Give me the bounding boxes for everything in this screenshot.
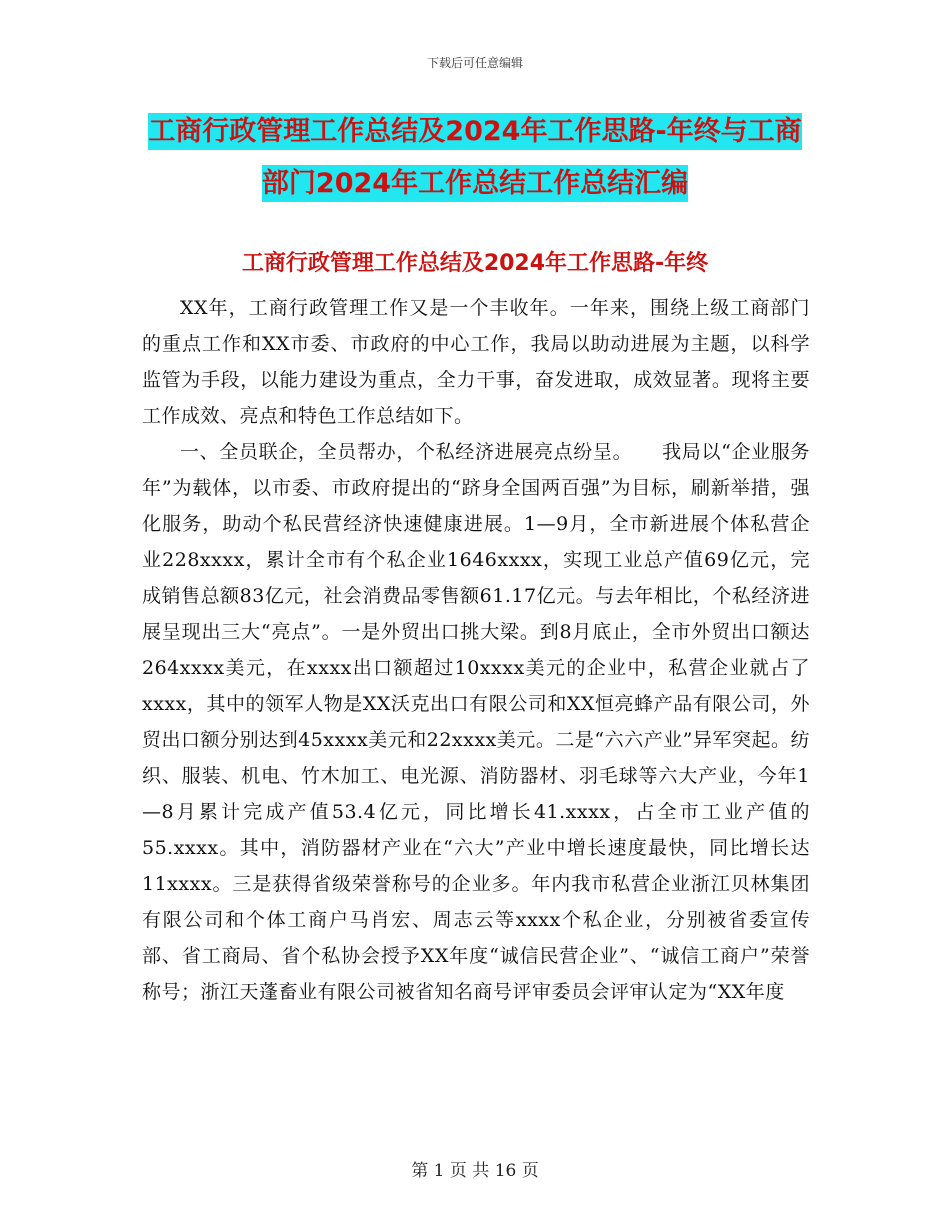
header-note: 下载后可任意编辑 [426,56,523,70]
paragraph-section-1: 一、全员联企，全员帮办，个私经济进展亮点纷呈。 我局以“企业服务年”为载体，以市委、市政府提出的“跻身全国两百强”为目标，刷新举措，强化服务，助动个私民营经济快速健康进展。1—9月，全市新进展个体私营企业228xxxx，累计全市有个私企业1646xxxx，实现工业总产值69亿元，完成销售总额83亿元，社会消费品零售额61.17亿元。与去年相比，个私经济进展呈现出三大“亮点”。一是外贸出口挑大梁。到8月底止，全市外贸出口额达264xxxx美元，在xxxx出口额超过10xxxx美元的企业中，私营企业就占了xxxx，其中的领军人物是XX沃克出口有限公司和XX恒亮蜂产品有限公司，外贸出口额分别达到45xxxx美元和22xxxx美元。二是“六六产业”异军突起。纺织、服装、机电、竹木加工、电光源、消防器材、羽毛球等六大产业，今年1—8月累计完成产值53.4亿元，同比增长41.xxxx，占全市工业产值的55.xxxx。其中，消防器材产业在“六大”产业中增长速度最快，同比增长达11xxxx。三是获得省级荣誉称号的企业多。年内我市私营企业浙江贝林集团有限公司和个体工商户马肖宏、周志云等xxxx个私企业，分别被省委宣传部、省工商局、省个私协会授予XX年度“诚信民营企业”、“诚信工商户”荣誉称号；浙江天蓬畜业有限公司被省知名商号评审委员会评审认定为“XX年度 [142,441,810,1003]
section-title: 工商行政管理工作总结及2024年工作思路-年终 [241,251,709,276]
document-body [142,290,810,1010]
document-title [142,106,808,210]
page-footer: 第 1 页 共 16 页 [411,1161,539,1181]
document-title-text: 工商行政管理工作总结及2024年工作思路-年终与工商部门2024年工作总结工作总结汇编 [148,113,801,202]
paragraph-intro: XX年，工商行政管理工作又是一个丰收年。一年来，围绕上级工商部门的重点工作和XX市委、市政府的中心工作，我局以助动进展为主题，以科学监管为手段，以能力建设为重点，全力干事，奋发进取，成效显著。现将主要工作成效、亮点和特色工作总结如下。 [142,297,810,427]
